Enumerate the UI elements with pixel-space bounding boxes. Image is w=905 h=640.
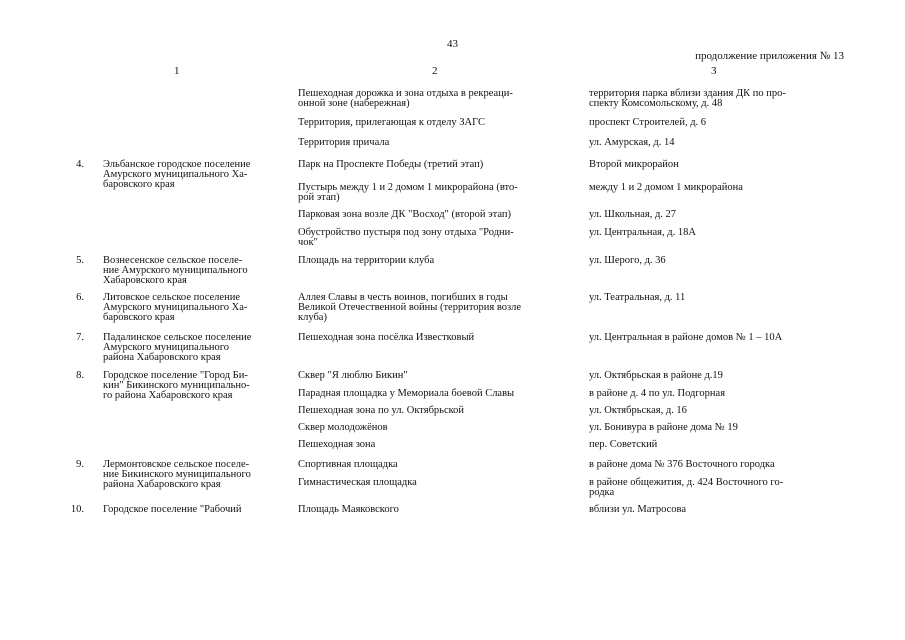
address-cell — [589, 406, 844, 416]
object-cell — [298, 138, 570, 148]
object-cell — [298, 440, 570, 450]
address-cell — [589, 505, 844, 515]
municipality-cell-line: Литовское сельское поселение — [103, 292, 240, 303]
address-cell — [589, 293, 844, 303]
address-cell — [589, 389, 844, 399]
address-cell — [589, 371, 844, 381]
row-number: 4. — [76, 159, 84, 170]
column-header-2: 2 — [432, 65, 438, 77]
column-header-3: 3 — [711, 65, 717, 77]
municipality-cell — [103, 160, 283, 190]
municipality-cell-line: ние Амурского муниципального — [103, 265, 248, 276]
municipality-cell-line: района Хабаровского края — [103, 479, 221, 490]
object-cell-line: Сквер молодожёнов — [298, 422, 388, 433]
municipality-cell-line: Вознесенское сельское поселе- — [103, 255, 243, 266]
address-cell-line: между 1 и 2 домом 1 микрорайона — [589, 182, 743, 193]
address-cell-line: спекту Комсомольскому, д. 48 — [589, 98, 723, 109]
address-cell — [589, 89, 844, 109]
municipality-cell — [103, 505, 283, 515]
municipality-cell-line: Городское поселение "Город Би- — [103, 370, 248, 381]
row-number: 9. — [76, 459, 84, 470]
municipality-cell-line: Хабаровского края — [103, 275, 187, 286]
object-cell — [298, 160, 570, 170]
object-cell-line: Пешеходная дорожка и зона отдыха в рекреаци- — [298, 88, 513, 99]
municipality-cell-line: Падалинское сельское поселение — [103, 332, 252, 343]
address-cell — [589, 118, 844, 128]
address-cell — [589, 440, 844, 450]
object-cell-line: Спортивная площадка — [298, 459, 398, 470]
object-cell — [298, 210, 570, 220]
municipality-cell — [103, 333, 283, 363]
object-cell-line: рой этап) — [298, 192, 340, 203]
address-cell — [589, 160, 844, 170]
object-cell — [298, 293, 570, 323]
address-cell — [589, 256, 844, 266]
object-cell-line: Пешеходная зона — [298, 439, 376, 450]
object-cell-line: Пустырь между 1 и 2 домом 1 микрорайона (вто- — [298, 182, 518, 193]
municipality-cell-line: баровского края — [103, 179, 175, 190]
page-number: 43 — [447, 38, 458, 50]
object-cell — [298, 89, 570, 109]
object-cell-line: Пешеходная зона по ул. Октябрьской — [298, 405, 465, 416]
object-cell — [298, 256, 570, 266]
object-cell-line: Площадь на территории клуба — [298, 255, 435, 266]
address-cell-line: ул. Октябрьская, д. 16 — [589, 405, 687, 416]
column-header-1: 1 — [174, 65, 180, 77]
object-cell — [298, 406, 570, 416]
address-cell-line: в районе д. 4 по ул. Подгорная — [589, 388, 726, 399]
address-cell — [589, 478, 844, 498]
object-cell — [298, 228, 570, 248]
address-cell-line: ул. Центральная в районе домов № 1 – 10А — [589, 332, 783, 343]
object-cell — [298, 505, 570, 515]
address-cell-line: Второй микрорайон — [589, 159, 679, 170]
address-cell-line: ул. Амурская, д. 14 — [589, 137, 675, 148]
municipality-cell-line: Эльбанское городское поселение — [103, 159, 251, 170]
address-cell-line: ул. Театральная, д. 11 — [589, 292, 686, 303]
address-cell — [589, 210, 844, 220]
object-cell-line: Парк на Проспекте Победы (третий этап) — [298, 159, 484, 170]
object-cell-line: Территория, прилегающая к отделу ЗАГС — [298, 117, 486, 128]
row-number: 10. — [70, 504, 84, 515]
object-cell-line: Гимнастическая площадка — [298, 477, 417, 488]
municipality-cell — [103, 371, 283, 401]
municipality-cell-line: Амурского муниципального Ха- — [103, 169, 248, 180]
address-cell-line: территория парка вблизи здания ДК по про- — [589, 88, 786, 99]
address-cell-line: ул. Шерого, д. 36 — [589, 255, 666, 266]
object-cell-line: Территория причала — [298, 137, 390, 148]
object-cell-line: Обустройство пустыря под зону отдыха "Родни- — [298, 227, 514, 238]
address-cell — [589, 460, 844, 470]
municipality-cell-line: ние Бикинского муниципального — [103, 469, 251, 480]
object-cell-line: онной зоне (набережная) — [298, 98, 410, 109]
address-cell-line: проспект Строителей, д. 6 — [589, 117, 707, 128]
municipality-cell — [103, 293, 283, 323]
address-cell-line: ул. Бонивура в районе дома № 19 — [589, 422, 738, 433]
address-cell-line: в районе общежития, д. 424 Восточного го- — [589, 477, 784, 488]
object-cell-line: Великой Отечественной войны (территория возле — [298, 302, 522, 313]
municipality-cell-line: Амурского муниципального — [103, 342, 230, 353]
object-cell-line: чок" — [298, 237, 318, 248]
address-cell-line: вблизи ул. Матросова — [589, 504, 687, 515]
object-cell — [298, 478, 570, 488]
municipality-cell — [103, 256, 283, 286]
continuation-note: продолжение приложения № 13 — [695, 50, 844, 62]
object-cell-line: клуба) — [298, 312, 327, 323]
object-cell-line: Сквер "Я люблю Бикин" — [298, 370, 408, 381]
address-cell-line: родка — [589, 487, 615, 498]
object-cell-line: Парадная площадка у Мемориала боевой Славы — [298, 388, 515, 399]
address-cell-line: ул. Октябрьская в районе д.19 — [589, 370, 723, 381]
address-cell-line: пер. Советский — [589, 439, 658, 450]
address-cell-line: ул. Центральная, д. 18А — [589, 227, 696, 238]
municipality-cell-line: района Хабаровского края — [103, 352, 221, 363]
object-cell — [298, 389, 570, 399]
municipality-cell-line: Городское поселение "Рабочий — [103, 504, 242, 515]
object-cell — [298, 183, 570, 203]
object-cell-line: Пешеходная зона посёлка Известковый — [298, 332, 475, 343]
object-cell-line: Аллея Славы в честь воинов, погибших в годы — [298, 292, 508, 303]
municipality-cell-line: баровского края — [103, 312, 175, 323]
object-cell-line: Площадь Маяковского — [298, 504, 399, 515]
municipality-cell-line: Лермонтовское сельское поселе- — [103, 459, 250, 470]
address-cell — [589, 333, 844, 343]
row-number: 8. — [76, 370, 84, 381]
object-cell-line: Парковая зона возле ДК "Восход" (второй этап) — [298, 209, 511, 220]
row-number: 6. — [76, 292, 84, 303]
object-cell — [298, 118, 570, 128]
object-cell — [298, 333, 570, 343]
address-cell — [589, 423, 844, 433]
address-cell — [589, 138, 844, 148]
municipality-cell-line: кин" Бикинского муниципально- — [103, 380, 250, 391]
object-cell — [298, 371, 570, 381]
row-number: 7. — [76, 332, 84, 343]
address-cell-line: ул. Школьная, д. 27 — [589, 209, 677, 220]
municipality-cell — [103, 460, 283, 490]
municipality-cell-line: Амурского муниципального Ха- — [103, 302, 248, 313]
row-number: 5. — [76, 255, 84, 266]
object-cell — [298, 460, 570, 470]
object-cell — [298, 423, 570, 433]
municipality-cell-line: го района Хабаровского края — [103, 390, 233, 401]
address-cell — [589, 228, 844, 238]
address-cell — [589, 183, 844, 193]
address-cell-line: в районе дома № 376 Восточного городка — [589, 459, 775, 470]
